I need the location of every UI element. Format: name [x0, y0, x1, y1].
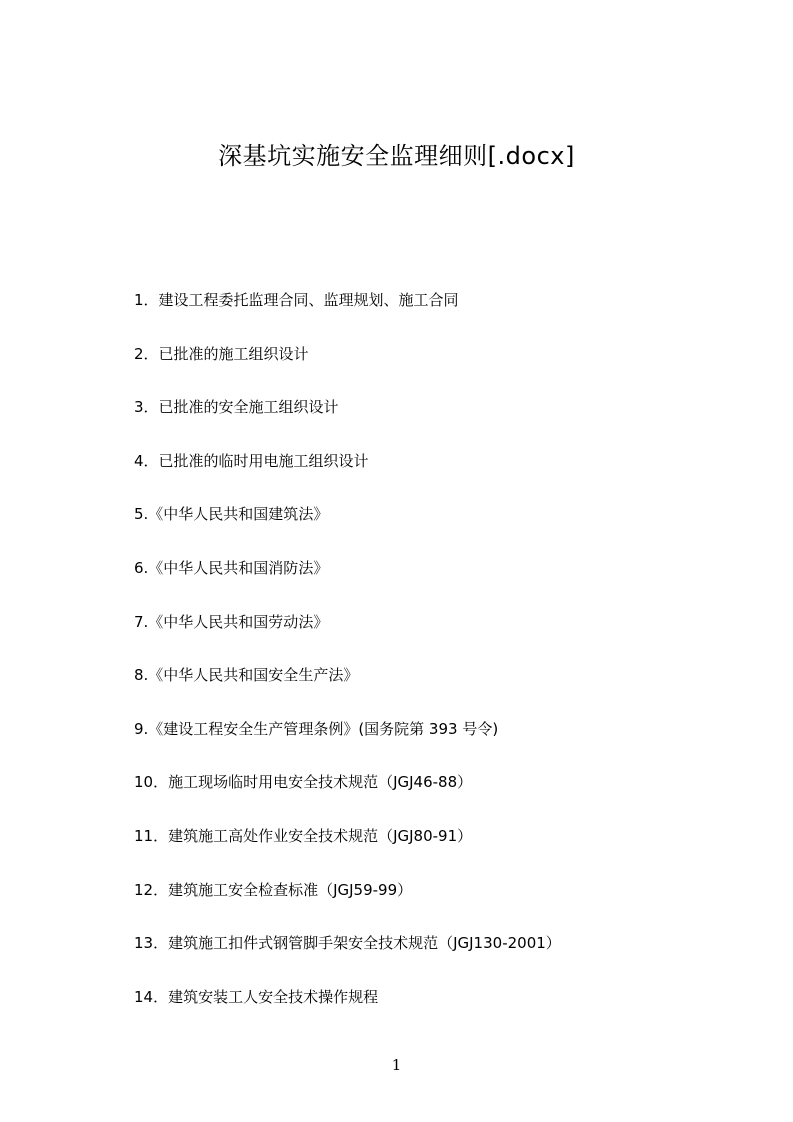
reference-list [134, 288, 561, 1038]
list-item: 7.《中华人民共和国劳动法》 [134, 612, 329, 631]
list-item: 1．建设工程委托监理合同、监理规划、施工合同 [134, 291, 459, 309]
page-number: 1 [391, 1056, 402, 1074]
list-item: 2．已批准的施工组织设计 [134, 344, 309, 363]
document-title: 深基坑实施安全监理细则[.docx] [218, 142, 575, 170]
list-item: 13．建筑施工扣件式钢管脚手架安全技术规范（JGJ130-2001） [134, 934, 561, 953]
list-item: 6.《中华人民共和国消防法》 [134, 558, 329, 577]
list-item: 14．建筑安装工人安全技术操作规程 [134, 987, 379, 1006]
list-item: 9.《建设工程安全生产管理条例》(国务院第 393 号令) [134, 719, 499, 738]
list-item: 10．施工现场临时用电安全技术规范（JGJ46-88） [134, 773, 473, 792]
list-item: 5.《中华人民共和国建筑法》 [134, 505, 329, 524]
list-item: 11．建筑施工高处作业安全技术规范（JGJ80-91） [134, 826, 473, 845]
list-item: 3．已批准的安全施工组织设计 [134, 398, 339, 417]
list-item: 12．建筑施工安全检查标准（JGJ59-99） [134, 880, 413, 899]
list-item: 8.《中华人民共和国安全生产法》 [134, 666, 359, 685]
list-item: 4．已批准的临时用电施工组织设计 [134, 451, 369, 470]
